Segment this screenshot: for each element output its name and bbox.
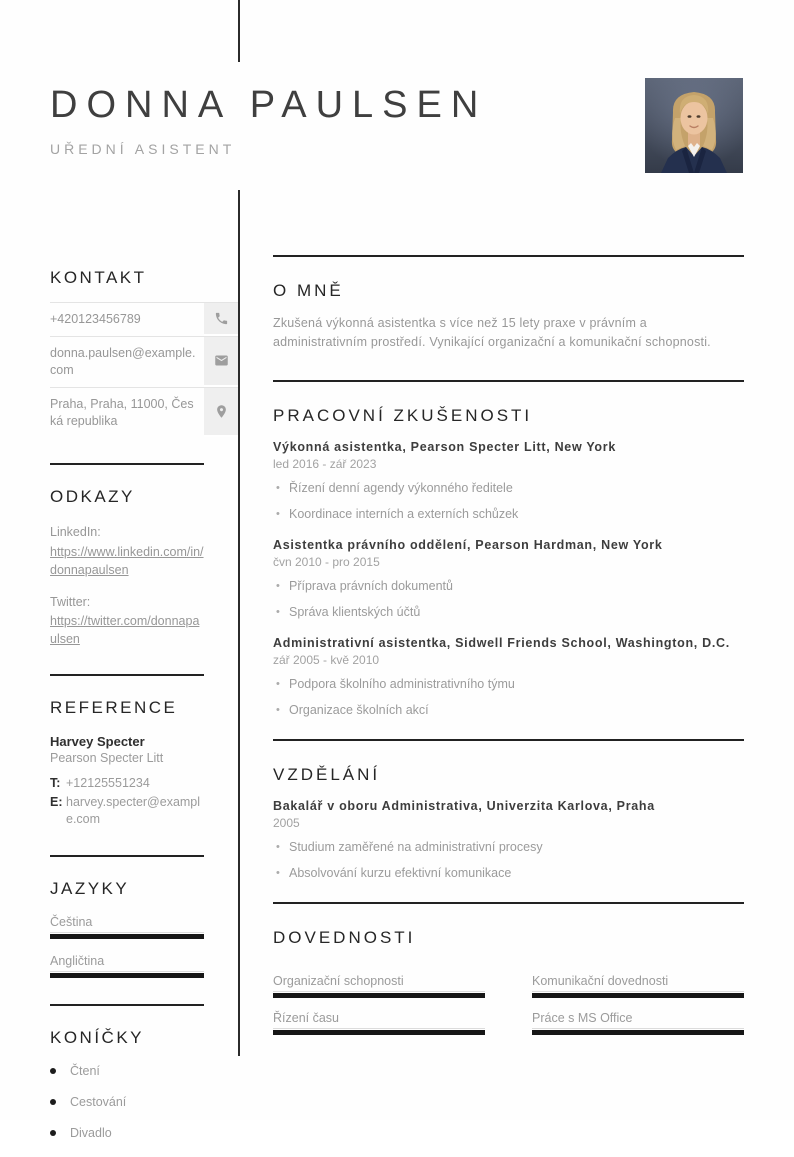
skill-name: Komunikační dovednosti <box>532 974 744 992</box>
skills-grid <box>273 974 744 1045</box>
reference-email: harvey.specter@example.com <box>66 794 201 827</box>
education-heading: VZDĚLÁNÍ <box>273 765 381 785</box>
job-dates: zář 2005 - kvě 2010 <box>273 652 380 667</box>
hobby-list <box>50 1064 204 1140</box>
job-bullet: • Správa klientských účtů <box>273 604 744 621</box>
contact-phone: +420123456789 <box>50 312 141 326</box>
skill-name: Práce s MS Office <box>532 1011 744 1029</box>
bullet-dot-icon: • <box>276 867 280 880</box>
linkedin-label: LinkedIn: <box>50 525 101 540</box>
job-title: Asistentka právního oddělení, Pearson Hardman, New York <box>273 537 663 552</box>
twitter-link[interactable]: https://twitter.com/donnapaulsen <box>50 613 200 646</box>
vertical-divider-bottom <box>238 190 240 1056</box>
reference-phone-row <box>50 775 204 793</box>
contact-list <box>50 302 238 437</box>
section-divider <box>273 380 744 382</box>
bullet-dot-icon: • <box>276 677 280 690</box>
contact-heading: KONTAKT <box>50 268 147 287</box>
language-name: Čeština <box>50 915 204 933</box>
language-item <box>50 915 204 939</box>
profile-photo-image <box>645 78 743 173</box>
sidebar-divider <box>50 1004 204 1006</box>
hobby-item <box>50 1095 204 1109</box>
mail-icon <box>204 337 238 387</box>
links-heading: ODKAZY <box>50 487 135 507</box>
reference-phone: +12125551234 <box>66 776 150 791</box>
about-text: Zkušená výkonná asistentka s více než 15 lety praxe v právním a administrativním prostředí. Vynikající organizační a komunikační schopnosti. <box>273 316 711 350</box>
phone-icon <box>204 303 238 336</box>
vertical-divider-top <box>238 0 240 62</box>
language-name: Angličtina <box>50 954 204 972</box>
section-divider <box>273 255 744 257</box>
profile-photo <box>645 78 743 173</box>
education-entry <box>273 799 744 882</box>
job-dates: čvn 2010 - pro 2015 <box>273 554 380 569</box>
bullet-dot-icon: • <box>276 579 280 592</box>
header <box>50 84 487 157</box>
job-bullet: • Příprava právních dokumentů <box>273 578 744 595</box>
education-bullet: • Absolvování kurzu efektivní komunikace <box>273 865 744 882</box>
location-pin-icon <box>204 388 238 438</box>
section-divider <box>273 739 744 741</box>
degree-title: Bakalář v oboru Administrativa, Univerzita Karlova, Praha <box>273 799 655 814</box>
sidebar-divider <box>50 674 204 676</box>
sidebar-divider <box>50 463 204 465</box>
skill-item <box>532 1011 744 1035</box>
link-item-linkedin <box>50 523 204 578</box>
contact-address: Praha, Praha, 11000, Česká republika <box>50 396 194 428</box>
sidebar-divider <box>50 855 204 857</box>
main-column <box>273 255 744 1045</box>
language-item <box>50 954 204 978</box>
skill-item <box>532 974 744 998</box>
job-bullet: • Koordinace interních a externích schůzek <box>273 506 744 523</box>
reference-company: Pearson Specter Litt <box>50 751 164 766</box>
bullet-dot-icon: • <box>276 507 280 520</box>
reference-email-row <box>50 794 204 829</box>
language-level-bar <box>50 934 204 939</box>
hobby-item <box>50 1064 204 1078</box>
job-bullet: • Podpora školního administrativního týmu <box>273 676 744 693</box>
skill-name: Organizační schopnosti <box>273 974 485 992</box>
skill-item <box>273 974 485 998</box>
hobby-label: Cestování <box>70 1094 127 1109</box>
bullet-dot-icon <box>50 1068 56 1074</box>
bullet-dot-icon <box>50 1099 56 1105</box>
skills-heading: DOVEDNOSTI <box>273 928 416 948</box>
job-dates: led 2016 - zář 2023 <box>273 456 377 471</box>
reference-name: Harvey Specter <box>50 734 145 750</box>
language-level-bar <box>50 973 204 978</box>
skill-level-bar <box>532 993 744 998</box>
experience-list <box>273 440 744 719</box>
person-job-title: UŘEDNÍ ASISTENT <box>50 141 236 157</box>
about-heading: O MNĚ <box>273 281 344 300</box>
education-list <box>273 799 744 882</box>
link-item-twitter <box>50 593 204 648</box>
skill-name: Řízení času <box>273 1011 485 1029</box>
hobby-item <box>50 1126 204 1140</box>
sidebar <box>50 268 238 1157</box>
education-bullet: • Studium zaměřené na administrativní procesy <box>273 839 744 856</box>
reference-heading: REFERENCE <box>50 698 178 718</box>
contact-row-email <box>50 336 238 387</box>
bullet-dot-icon: • <box>276 481 280 494</box>
job-entry <box>273 440 744 523</box>
skill-level-bar <box>273 1030 485 1035</box>
job-title: Administrativní asistentka, Sidwell Friends School, Washington, D.C. <box>273 635 730 650</box>
hobby-label: Divadlo <box>70 1125 112 1140</box>
experience-heading: PRACOVNÍ ZKUŠENOSTI <box>273 405 533 425</box>
twitter-label: Twitter: <box>50 594 91 609</box>
skill-level-bar <box>532 1030 744 1035</box>
skill-level-bar <box>273 993 485 998</box>
reference-email-label: E: <box>50 794 63 809</box>
bullet-dot-icon: • <box>276 605 280 618</box>
contact-email: donna.paulsen@example.com <box>50 345 196 377</box>
bullet-dot-icon: • <box>276 703 280 716</box>
job-title: Výkonná asistentka, Pearson Specter Litt, New York <box>273 439 616 454</box>
job-bullet: • Řízení denní agendy výkonného ředitele <box>273 480 744 497</box>
job-entry <box>273 636 744 719</box>
job-bullet: • Organizace školních akcí <box>273 702 744 719</box>
bullet-dot-icon: • <box>276 841 280 854</box>
section-divider <box>273 902 744 904</box>
contact-row-phone <box>50 302 238 336</box>
skill-item <box>273 1011 485 1035</box>
person-name: DONNA PAULSEN <box>50 84 488 126</box>
linkedin-link[interactable]: https://www.linkedin.com/in/donnapaulsen <box>50 544 204 577</box>
hobby-label: Čtení <box>70 1063 100 1078</box>
reference-phone-label: T: <box>50 776 61 791</box>
degree-dates: 2005 <box>273 816 300 831</box>
bullet-dot-icon <box>50 1130 56 1136</box>
job-entry <box>273 538 744 621</box>
hobbies-heading: KONÍČKY <box>50 1027 145 1047</box>
languages-heading: JAZYKY <box>50 878 130 898</box>
contact-row-address <box>50 387 238 438</box>
